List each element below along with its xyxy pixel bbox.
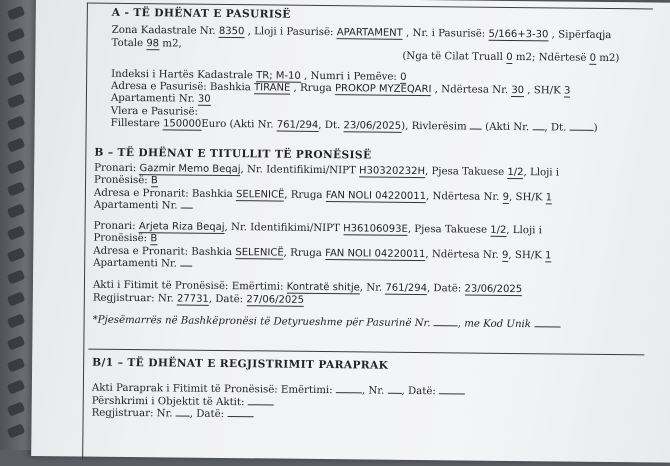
owner-lloji-label: , Lloji i — [523, 167, 560, 179]
lloji-value: APARTAMENT — [336, 27, 403, 40]
rivleresim-blank — [470, 129, 482, 130]
note-kod-label: , me Kod Unik — [457, 318, 532, 331]
document-page — [31, 0, 670, 463]
akti-fitimit-nr-label: , Nr. — [359, 282, 383, 294]
dt-value: 23/06/2025 — [343, 120, 402, 133]
fillestare-label: Fillestare — [110, 118, 160, 130]
pjesa-label: , Pjesa Takuese — [407, 223, 488, 236]
ndertese-unit: m2) — [599, 53, 620, 65]
akti-paraprak-date-label: , Datë: — [401, 386, 436, 398]
akti-paraprak-nr-blank — [388, 393, 402, 394]
owner-lloji-value: B — [150, 233, 158, 245]
owner-apartamenti-blank — [180, 265, 192, 266]
section-a — [111, 7, 648, 136]
akti-fitimit-date-value: 23/06/2025 — [464, 283, 523, 296]
indeksi-value: TR; M-10 — [256, 69, 301, 82]
owner-name: Gazmir Memo Beqaj — [139, 163, 241, 176]
binder-hole — [7, 5, 26, 20]
vlera-label: Vlera e Pasurisë: — [110, 105, 199, 118]
section-b1 — [88, 357, 645, 426]
binder-hole — [7, 247, 26, 262]
binder-hole — [7, 335, 26, 350]
b1-regjistruar-date-blank — [227, 416, 253, 417]
apartamenti-value: 30 — [197, 94, 211, 106]
owner-adresa-label: Adresa e Pronarit: Bashkia — [93, 187, 233, 200]
regjistruar-date: 27/06/2025 — [246, 293, 305, 306]
regjistruar-label: Regjistruar: Nr. — [92, 292, 174, 305]
owner-bashkia: SELENICË — [235, 188, 285, 201]
owner-id: H30320232H — [359, 165, 426, 178]
pjesa-value: 1/2 — [507, 167, 524, 179]
binder-hole — [7, 379, 26, 394]
truall-value: 0 — [506, 52, 513, 64]
pronesise-label: Pronësisë: — [94, 175, 148, 187]
owner-lloji-label: , Lloji i — [506, 224, 542, 236]
binder-hole — [7, 115, 26, 130]
adresa-label: Adresa e Pasurisë: Bashkia — [111, 80, 251, 94]
note-text: *Pjesëmarrës në Bashkëpronësi të Detyrueshme për Pasurinë Nr. — [92, 314, 431, 330]
zona-value: 8350 — [218, 26, 245, 38]
apartamenti-label: Apartamenti Nr. — [110, 93, 195, 106]
owner-rruga: FAN NOLI 04220011 — [325, 247, 426, 260]
owner-apartamenti-label: Apartamenti Nr. — [93, 199, 178, 212]
pemeve-label: , Numri i Pemëve: — [303, 70, 397, 83]
owner-rruga-label: , Rruga — [284, 189, 323, 201]
b1-regjistruar-date-label: , Datë: — [189, 408, 225, 421]
binder-hole — [7, 27, 26, 42]
totale-unit: m2, — [162, 38, 182, 50]
shk-value: 3 — [563, 85, 571, 97]
section-b1-title: B/1 – TË DHËNAT E REGJISTRIMIT PARAPRAK — [92, 356, 389, 372]
rivleresim-end: ) — [593, 123, 598, 135]
binder-hole — [7, 357, 26, 372]
regjistruar-date-label: , Datë: — [208, 293, 244, 305]
shk-label: , SH/K — [527, 85, 561, 97]
binder-hole — [7, 93, 26, 108]
note-kod-blank — [534, 326, 560, 327]
section-a-title: A - TË DHËNAT E PASURISË — [111, 6, 291, 21]
nr-pasurise-value: 5/166+3-30 — [488, 29, 549, 41]
fillestare-value: 150000 — [163, 118, 202, 130]
akti-fitimit-value: Kontratë shitje — [286, 281, 360, 294]
owner-shk: 1 — [545, 192, 553, 204]
rruga-label: , Rruga — [293, 82, 332, 95]
owner-apartamenti-label: Apartamenti Nr. — [93, 257, 177, 270]
ndertesa-label: , Ndërtesa Nr. — [434, 84, 509, 96]
rivleresim-dt-blank — [570, 130, 594, 131]
indeksi-label: Indeksi i Hartës Kadastrale — [111, 68, 254, 81]
fillestare-rest: Euro (Akti Nr. — [201, 118, 274, 131]
binder-hole — [7, 137, 26, 152]
binder-hole — [7, 49, 26, 64]
b1-regjistruar-label: Regjistruar: Nr. — [91, 407, 173, 420]
ndertese-value: 0 — [589, 53, 597, 65]
akti-fitimit-label: Akti i Fitimit të Pronësisë: Emërtimi: — [92, 279, 284, 293]
pronari-label: Pronari: — [94, 162, 137, 175]
section-b-title: B – TË DHËNAT E TITULLIT TË PRONËSISË — [94, 146, 372, 162]
akti-fitimit-nr-value: 761/294 — [385, 282, 428, 295]
pronesise-label: Pronësisë: — [93, 232, 148, 245]
note-pasuria-blank — [434, 325, 458, 326]
binder-hole — [7, 225, 26, 240]
pershkrimi-blank — [248, 404, 274, 405]
rivleresim-dt-label: , Dt. — [544, 122, 567, 134]
regjistruar-nr: 27731 — [176, 293, 209, 305]
binder-hole — [7, 401, 26, 416]
pemeve-value: 0 — [400, 71, 407, 83]
section-b — [93, 146, 647, 333]
owner-rruga-label: , Rruga — [283, 247, 322, 259]
zona-label: Zona Kadastrale Nr. — [111, 25, 216, 38]
owner-name: Arjeta Riza Beqaj — [138, 220, 225, 233]
akti-paraprak-nr-label: , Nr. — [361, 385, 385, 398]
rivleresim-akti-label: (Akti Nr. — [485, 121, 530, 134]
form-content — [89, 3, 648, 333]
akti-paraprak-blank — [336, 393, 362, 394]
nr-pasurise-label: , Nr. i Pasurisë: — [405, 28, 486, 41]
totale-label: Totale — [111, 37, 144, 49]
owner-ndertesa: 9 — [502, 191, 510, 203]
dt-label: , Dt. — [318, 120, 341, 132]
binder-hole — [7, 423, 26, 438]
rivleresim-label: ), Rivlerësim — [401, 121, 467, 133]
owner-ndertesa-label: , Ndërtesa Nr. — [425, 248, 499, 261]
binder-hole — [7, 291, 26, 306]
b1-regjistruar-blank — [176, 416, 190, 417]
owner-shk-label: , SH/K — [508, 191, 543, 204]
owner-1 — [94, 163, 646, 218]
owner-adresa-label: Adresa e Pronarit: Bashkia — [93, 245, 233, 258]
ndertese-label: m2; Ndërtesë — [515, 52, 587, 64]
binder-hole — [7, 71, 26, 86]
owner-ndertesa: 9 — [502, 249, 509, 261]
pershkrimi-label: Përshkrimi i Objektit të Aktit: — [91, 395, 245, 409]
owner-2 — [93, 220, 645, 275]
binder-hole — [7, 269, 26, 284]
lloji-label: , Lloji i Pasurisë: — [247, 26, 334, 39]
binder-hole — [7, 159, 26, 174]
totale-value: 98 — [146, 37, 160, 50]
owner-rruga: FAN NOLI 04220011 — [325, 189, 427, 202]
owner-id: H36106093E — [343, 222, 408, 235]
truall-label: (Nga të Cilat Truall — [402, 51, 504, 64]
akti-nr-value: 761/294 — [276, 119, 319, 132]
akti-paraprak-date-blank — [439, 394, 465, 395]
pronari-label: Pronari: — [93, 220, 136, 232]
owner-ndertesa-label: , Ndërtesa Nr. — [425, 190, 500, 203]
siperfaqja-label: , Sipërfaqja — [551, 29, 612, 42]
binder-hole — [7, 313, 26, 328]
pjesa-value: 1/2 — [490, 224, 507, 236]
owner-shk: 1 — [545, 249, 552, 261]
owner-id-label: , Nr. Identifikimi/NIPT — [224, 221, 340, 234]
akti-fitimit-date-label: , Datë: — [426, 283, 462, 295]
owner-lloji-value: B — [150, 175, 158, 187]
rruga-value: PROKOP MYZEQARI — [334, 83, 432, 96]
pjesa-label: , Pjesa Takuese — [424, 166, 505, 178]
ndertesa-value: 30 — [511, 85, 525, 97]
owner-shk-label: , SH/K — [508, 249, 542, 261]
bashkia-value: TIRANE — [254, 82, 291, 94]
akti-paraprak-label: Akti Paraprak i Fitimit të Pronësisë: Emërtimi: — [91, 383, 333, 397]
owner-id-label: , Nr. Identifikimi/NIPT — [240, 164, 356, 177]
binder-hole — [7, 203, 26, 218]
owner-bashkia: SELENICË — [235, 246, 284, 259]
owner-apartamenti-blank — [181, 208, 193, 209]
rivleresim-akti-blank — [532, 129, 544, 130]
binder-hole — [7, 181, 26, 196]
